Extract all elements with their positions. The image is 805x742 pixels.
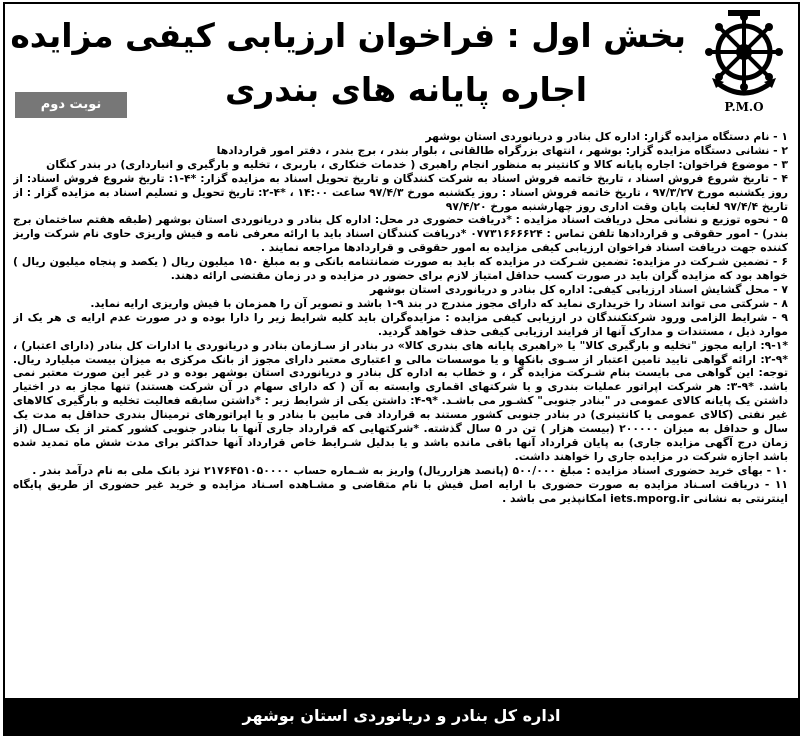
ad-body bbox=[13, 130, 788, 696]
item-11-tail: امکانپذیر می باشد . bbox=[502, 491, 607, 505]
item-8: ۸ - شرکتی می تواند اسناد را خریداری نماید که دارای مجوز مندرج در بند ۹-۱ باشد و تصویر آن را همزمان با فیش واریزی ارایه نماید. bbox=[90, 296, 788, 310]
ad-footer: اداره کل بنادر و دریانوردی استان بوشهر bbox=[5, 698, 798, 734]
ad-header bbox=[5, 4, 798, 128]
item-11-text: ۱۱ - دریافت اسـناد مزایده به صورت حضوری با ارایه اصل فیش با نام متقاضی و مشـاهده اسـناد مزایده و خرید غیر حضوری از طریق پایگاه اینترنتی به نشانی bbox=[13, 477, 788, 505]
ad-title-line1: بخش اول : فراخوان ارزیابی کیفی مزایده bbox=[10, 16, 686, 55]
advertisement bbox=[3, 2, 800, 736]
item-10: ۱۰ - بهای خرید حضوری اسناد مزایده : مبلغ ۵۰۰/۰۰۰ (پانصد هزارریال) واریز به شـماره حساب ۲۱۷۶۴۵۱۰۵۰۰۰۰ نزد بانک ملی به نام درآمد بندر . bbox=[32, 463, 788, 477]
pmo-logo bbox=[698, 8, 790, 124]
item-9: ۹ - شرایط الزامی ورود شرکتکنندگان در ارزیابی کیفی مزایده : مزایده‌گران باید کلیه شرایط زیر را دارا بوده و در صورت عدم ارایه ی هر یک از موارد ذیل ، مستندات و مدارک آنها از فرایند ارزیابی کیفی حذف خواهد گردید. bbox=[13, 310, 788, 338]
item-11 bbox=[13, 478, 788, 506]
item-3: ۳ - موضوع فراخوان: اجاره پایانه کالا و کانتینر به منظور انجام راهبری ( خدمات خنکاری ، باربری ، تخلیه و بارگیری و انبارداری) در بندر کنگان bbox=[46, 157, 788, 171]
publication-round-badge: نوبت دوم bbox=[15, 92, 127, 118]
item-5: ۵ - نحوه توزیع و نشانی محل دریافت اسناد مزایده : *دریافت حضوری در محل: اداره کل بنادر و دریانوردی استان بوشهر (طبقه هفتم ساختمان برج بندر) - امور حقوقی و قراردادها تلفن تماس : ۰۷۷۳۱۶۶۶۶۲۴ *دریافت کنندگان اسناد باید با ارائه معرفی نامه و فیش واریزی حاوی نام شرکت واریز کننده جهت دریافت اسناد فراخوان ارزیابی کیفی مزایده به امور حقوقی و قراردادها مراجعه نمایند . bbox=[13, 213, 788, 255]
anchor-wheel-icon bbox=[702, 8, 786, 104]
item-2: ۲ - نشانی دستگاه مزایده گزار: بوشهر ، انتهای بزرگراه طالقانی ، بلوار بندر ، برج بندر ، دفتر امور قراردادها bbox=[216, 143, 788, 157]
logo-text: P.M.O bbox=[724, 100, 764, 114]
item-9-subclauses: *۹-۱: ارایه مجوز "تخلیه و بارگیری کالا" یا «راهبری پایانه های بندری کالا» در بنادر از سـازمان بنادر و دریانوردی یا ادارات کل بنادر (دارای اعتبار) ، *۹-۲: ارائه گواهی تایید تامین اعتبار از سـوی بانکها و یا موسسات مالی و اعتباری معتبر دارای مجوز از بانک مرکزی به میزان بیست میلیارد ریال. توجه: این گواهی می بایست بنام شـرکت مزایده گر ، و خطاب به اداره کل بنادر و دریانوردی استان بوشهر بوده و در غیر این صورت معتبر نمی باشد. *۹-۳: هر شرکت اپراتور عملیات بندری و یا شرکتهای اقماری وابسته به آن ( که دارای سهام در آن شرکت هستند) تنها مجاز به در اختیار داشتن یک پایانه کالای عمومی در "بنادر جنوبی" کشـور می باشـد. *۹-۴: داشتن یکی از شرایط زیر : *داشتن سابقه فعالیت تخلیه و بارگیری کالاهای غیر نفتی (کالای عمومی یا کانتینری) در بنادر جنوبی کشور مستند به قرارداد فی مابین با بنادر و یا اپراتورهای ترمینال بندری حداقل به مدت یک سال و حداقل به میزان ۲۰۰۰۰۰ (بیست هزار ) تن در ۵ سال گذشته. *شرکتهایی که قرارداد جاری آنها با بنادر جنوبی کشور کمتر از یک سـال (از زمان درج آگهی مزایده جاری) به پایان قرارداد آنها باقی مانده باشد و یا بدلیل شـرایط خاص قرارداد آنها حداکثر برای مدت شش ماه تمدید شده باشد اجازه شرکت در مزایده جاری را خواهند داشت. bbox=[13, 338, 788, 463]
item-1: ۱ - نام دستگاه مزایده گزار: اداره کل بنادر و دریانوردی استان بوشهر bbox=[425, 130, 788, 143]
ad-title-line2: اجاره پایانه های بندری bbox=[224, 70, 588, 109]
item-7: ۷ - محل گشایش اسناد ارزیابی کیفی: اداره کل بنادر و دریانوردی استان بوشهر bbox=[370, 282, 788, 296]
item-6: ۶ - تضمین شـرکت در مزایده: تضمین شـرکت در مزایده که باید به صورت ضمانتنامه بانکی و به مبلغ ۱۵۰ میلیون ریال ( یکصد و پنجاه میلیون ریال ) خواهد بود که مزایده گران باید در صورت کسب حداقل امتیاز لازم برای حضور در مزایده و در زمان مقتضی ارائه دهند. bbox=[13, 255, 788, 283]
item-11-url[interactable]: iets.mporg.ir bbox=[610, 491, 690, 505]
item-4: ۴ - تاریخ شروع فروش اسناد ، تاریخ خاتمه فروش اسناد به شرکت کنندگان و تاریخ تحویل اسناد به مزایده گزار: *۴-۱: تاریخ شروع فروش اسناد: از روز یکشنبه مورخ ۹۷/۳/۲۷ ، تاریخ خاتمه فروش اسناد : روز یکشنبه مورخ ۹۷/۴/۳ ساعت ۱۴:۰۰ ، *۴-۲: تاریخ تحویل و تسلیم اسناد به مزایده گزار : از تاریخ ۹۷/۴/۴ لغایت پایان وقت اداری روز چهارشنبه مورخ ۹۷/۴/۲۰ bbox=[13, 171, 788, 213]
